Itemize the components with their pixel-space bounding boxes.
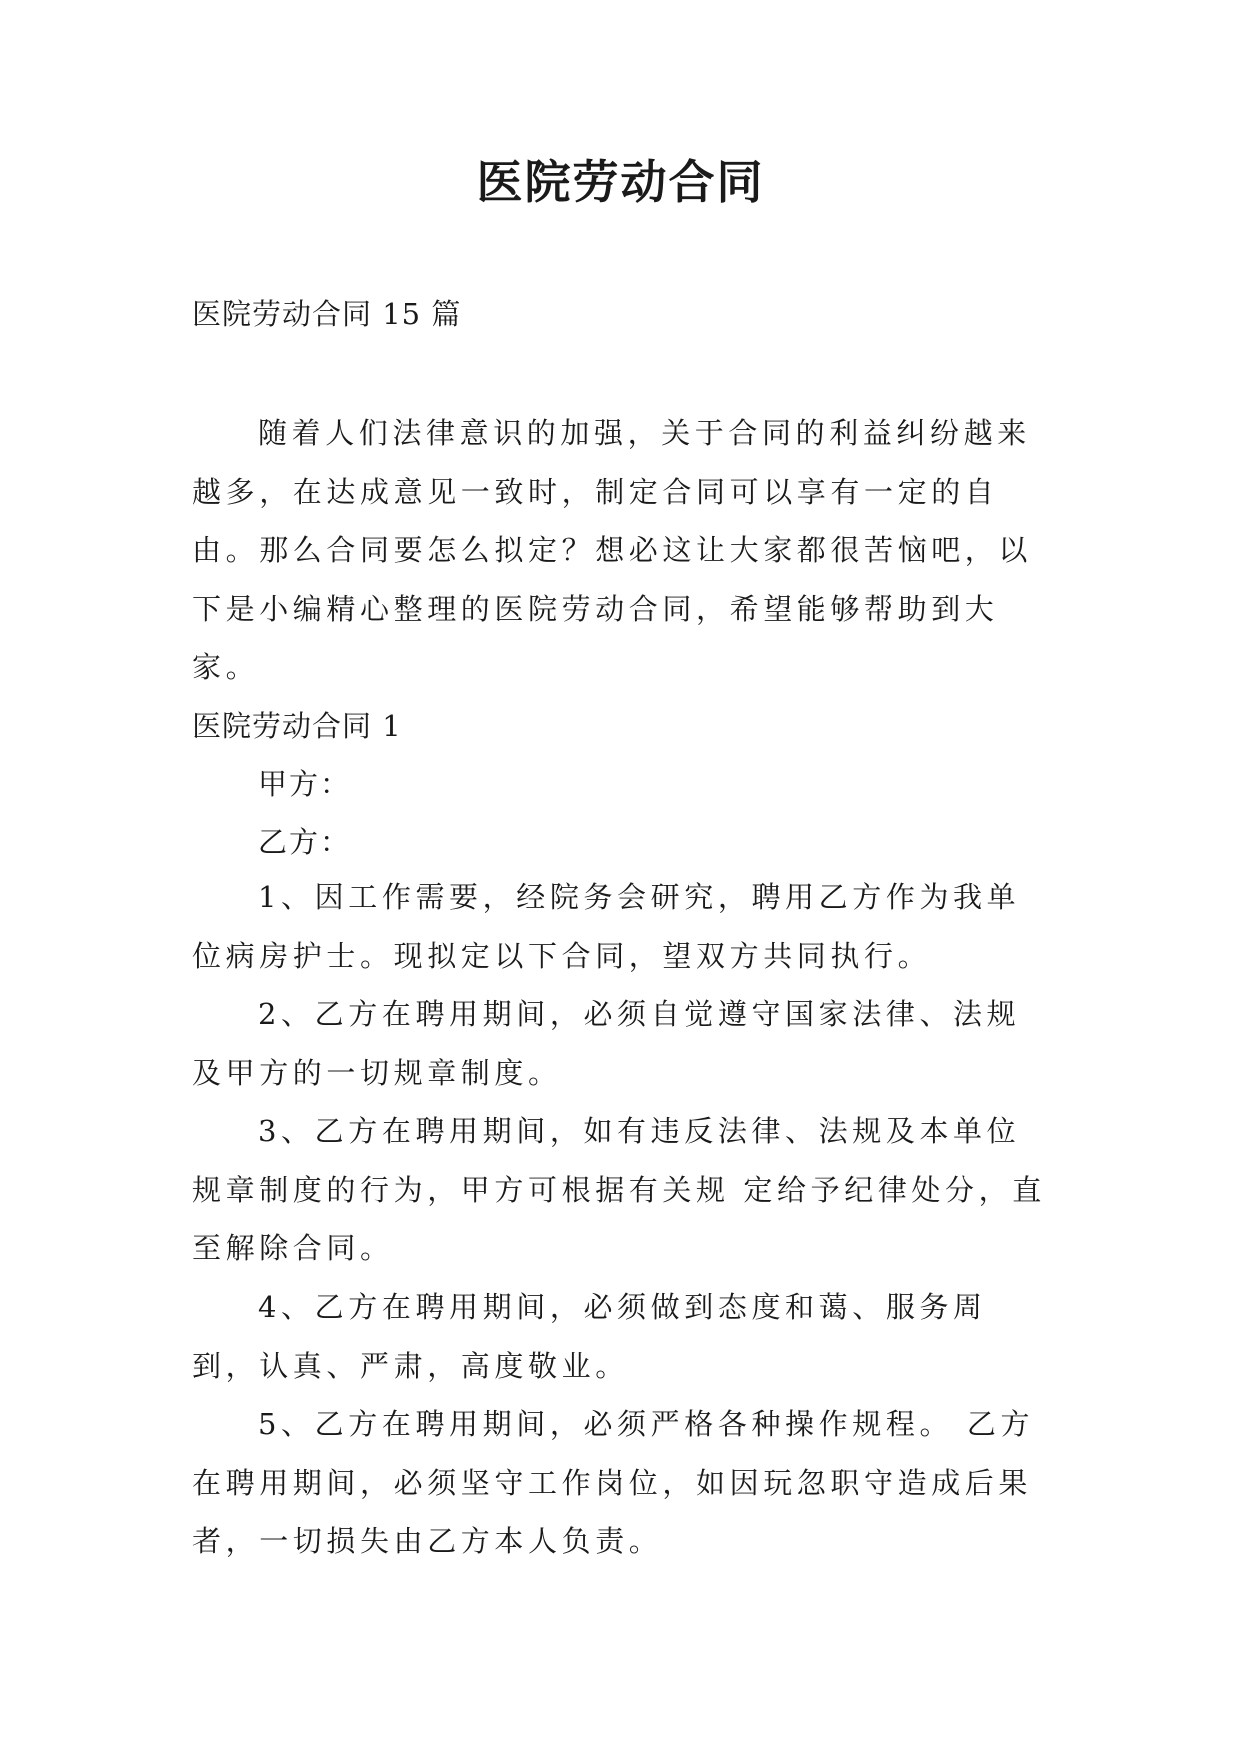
party-b-label: 乙方： — [258, 825, 352, 859]
clause-2: 2、乙方在聘用期间，必须自觉遵守国家法律、法规及甲方的一切规章制度。 — [192, 997, 1021, 1090]
document-title: 医院劳动合同 — [476, 155, 765, 209]
party-a-label: 甲方： — [258, 767, 352, 801]
intro-paragraph: 随着人们法律意识的加强，关于合同的利益纠纷越来越多，在达成意见一致时，制定合同可以享有一定的自由。那么合同要怎么拟定？想必这让大家都很苦恼吧，以下是小编精心整理的医院劳动合同，希望能够帮助到大家。 — [192, 416, 1033, 684]
clause-3: 3、乙方在聘用期间，如有违反法律、法规及本单位规章制度的行为，甲方可根据有关规 定给予纪律处分，直至解除合同。 — [192, 1114, 1046, 1265]
section-heading: 医院劳动合同 1 — [192, 709, 402, 743]
clause-5: 5、乙方在聘用期间，必须严格各种操作规程。 乙方在聘用期间，必须坚守工作岗位，如因玩忽职守造成后果者，一切损失由乙方本人负责。 — [192, 1407, 1035, 1558]
clause-4: 4、乙方在聘用期间，必须做到态度和蔼、服务周到，认真、严肃，高度敬业。 — [192, 1290, 987, 1383]
document-subtitle: 医院劳动合同 15 篇 — [192, 297, 462, 331]
clause-1: 1、因工作需要，经院务会研究，聘用乙方作为我单位病房护士。现拟定以下合同，望双方共同执行。 — [192, 880, 1021, 973]
